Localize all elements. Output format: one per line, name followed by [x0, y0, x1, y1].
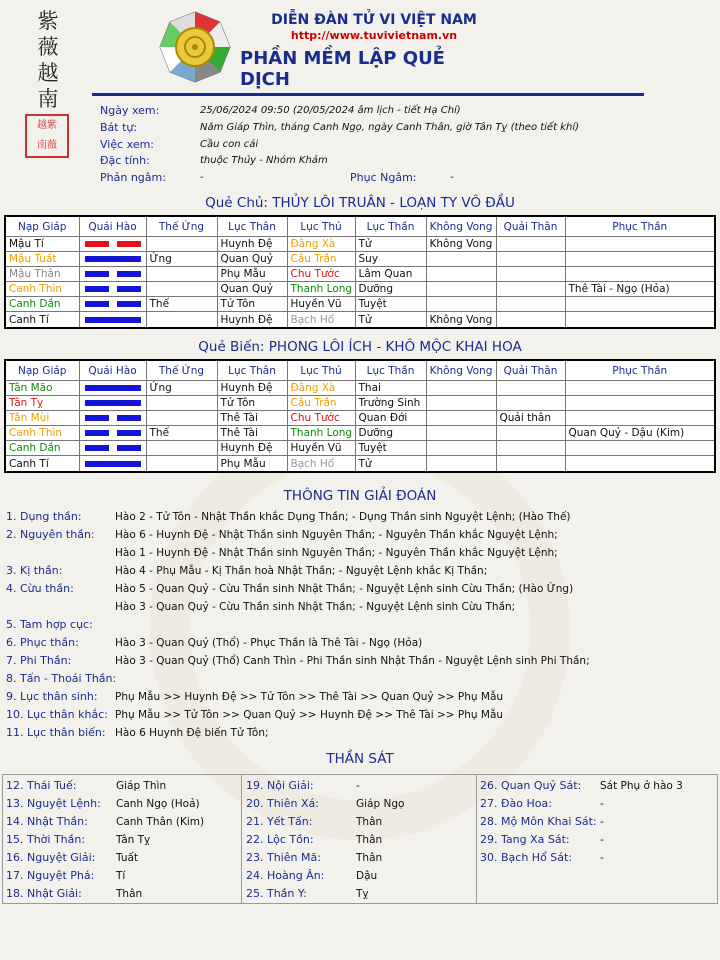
column-header: Thế Ứng	[146, 216, 217, 237]
giai-doan-label: 9. Lục thân sinh:	[6, 690, 98, 703]
giai-doan-label: 7. Phi Thần:	[6, 654, 72, 667]
hao-row	[5, 456, 715, 473]
ngay-xem-value: 25/06/2024 09:50 (20/05/2024 âm lịch - tiết Hạ Chí)	[200, 105, 461, 116]
quai-than-cell	[496, 282, 565, 297]
vertical-char: 薇	[37, 35, 59, 59]
que-chu-title: Quẻ Chủ: THỦY LÔI TRUÂN - LOẠN TY VÔ ĐẦU	[205, 195, 515, 211]
the-ung-cell	[146, 282, 217, 297]
truong-sinh-cell: Tuyệt	[355, 441, 426, 456]
khong-vong-cell	[426, 297, 496, 312]
luc-thu-cell: Câu Trần	[287, 252, 355, 267]
khong-vong-cell	[426, 252, 496, 267]
phuc-than-cell	[565, 312, 715, 329]
luc-than-cell: Tử Tôn	[217, 396, 287, 411]
than-sat-value: Thân	[356, 816, 383, 828]
hao-row	[5, 441, 715, 456]
giai-doan-label: 2. Nguyên thần:	[6, 528, 95, 541]
luc-than-cell: Thê Tài	[217, 426, 287, 441]
than-sat-value: Tỵ	[356, 888, 369, 900]
khong-vong-cell	[426, 411, 496, 426]
vertical-title	[36, 8, 60, 112]
giai-doan-label: 5. Tam hợp cục:	[6, 618, 93, 631]
luc-than-cell: Huynh Đệ	[217, 237, 287, 252]
column-header: Quải Thân	[496, 360, 565, 381]
nap-giap-cell: Canh Dần	[5, 297, 79, 312]
luc-thu-cell: Câu Trần	[287, 396, 355, 411]
hao-row	[5, 237, 715, 252]
truong-sinh-cell: Tử	[355, 237, 426, 252]
giai-doan-text: Hào 6 - Huynh Đệ - Nhật Thần sinh Nguyên Thần; - Nguyên Thần khắc Nguyệt Lệnh;	[115, 529, 558, 541]
giai-doan-text: Hào 1 - Huynh Đệ - Nhật Thần sinh Nguyên Thần; - Nguyên Thần khắc Nguyệt Lệnh;	[115, 547, 558, 559]
giai-doan-text: Hào 3 - Quan Quỷ - Cừu Thần sinh Nhật Thần; - Nguyệt Lệnh sinh Cừu Thần;	[115, 601, 516, 613]
truong-sinh-cell: Tử	[355, 456, 426, 473]
yin-line-icon	[85, 271, 141, 277]
nap-giap-cell: Canh Tí	[5, 456, 79, 473]
quai-than-cell	[496, 441, 565, 456]
quai-than-cell	[496, 396, 565, 411]
than-sat-label: 15. Thời Thần:	[6, 833, 86, 846]
than-sat-value: -	[600, 798, 604, 810]
yang-line-icon	[85, 461, 141, 467]
column-divider	[241, 775, 242, 903]
truong-sinh-cell: Tử	[355, 312, 426, 329]
phuc-than-cell	[565, 267, 715, 282]
giai-doan-text: Hào 5 - Quan Quỷ - Cừu Thần sinh Nhật Thần; - Nguyệt Lệnh sinh Cừu Thần; (Hào Ứng)	[115, 583, 574, 595]
giai-doan-title: THÔNG TIN GIẢI ĐOÁN	[283, 488, 437, 504]
giai-doan-label: 11. Lục thân biến:	[6, 726, 106, 739]
giai-doan-label: 1. Dụng thần:	[6, 510, 82, 523]
yin-line-icon	[85, 286, 141, 292]
bat-tu-value: Năm Giáp Thìn, tháng Canh Ngọ, ngày Canh Thân, giờ Tân Tỵ (theo tiết khí)	[200, 122, 579, 133]
quai-hao-cell	[79, 252, 146, 267]
quai-hao-cell	[79, 312, 146, 329]
phuc-than-cell	[565, 252, 715, 267]
hao-row	[5, 426, 715, 441]
column-header: Không Vong	[426, 360, 496, 381]
than-sat-label: 26. Quan Quỷ Sát:	[480, 779, 582, 792]
vertical-char: 南	[37, 87, 59, 111]
column-header: Lục Thú	[287, 360, 355, 381]
nap-giap-cell: Tân Mão	[5, 381, 79, 396]
phuc-ngam-value: -	[450, 172, 454, 183]
khong-vong-cell	[426, 426, 496, 441]
yang-line-icon	[85, 385, 141, 391]
forum-name: DIỄN ĐÀN TỬ VI VIỆT NAM	[271, 12, 477, 28]
truong-sinh-cell: Dưỡng	[355, 426, 426, 441]
than-sat-label: 23. Thiên Mã:	[246, 851, 321, 864]
khong-vong-cell: Không Vong	[426, 312, 496, 329]
than-sat-value: Thân	[356, 852, 383, 864]
dac-tinh-value: thuộc Thủy - Nhóm Khảm	[200, 155, 328, 166]
khong-vong-cell	[426, 396, 496, 411]
khong-vong-cell: Không Vong	[426, 237, 496, 252]
nap-giap-cell: Canh Thìn	[5, 282, 79, 297]
phuc-than-cell: Quan Quỷ - Dậu (Kim)	[565, 426, 715, 441]
phuc-ngam-label: Phục Ngâm:	[350, 171, 417, 184]
quai-hao-cell	[79, 396, 146, 411]
khong-vong-cell	[426, 456, 496, 473]
truong-sinh-cell: Dưỡng	[355, 282, 426, 297]
phan-ngam-label: Phản ngâm:	[100, 171, 166, 184]
giai-doan-label: 3. Kị thần:	[6, 564, 63, 577]
truong-sinh-cell: Thai	[355, 381, 426, 396]
phuc-than-cell	[565, 411, 715, 426]
column-header: Lục Thần	[355, 216, 426, 237]
the-ung-cell: Thế	[146, 426, 217, 441]
than-sat-label: 16. Nguyệt Giải:	[6, 851, 96, 864]
phuc-than-cell	[565, 456, 715, 473]
luc-thu-cell: Đằng Xà	[287, 237, 355, 252]
column-header: Quái Hào	[79, 360, 146, 381]
bagua-logo-icon	[158, 10, 232, 84]
luc-than-cell: Quan Quỷ	[217, 282, 287, 297]
column-header: Lục Thú	[287, 216, 355, 237]
column-header: Lục Thân	[217, 360, 287, 381]
column-header: Phục Thần	[565, 360, 715, 381]
phan-ngam-value: -	[200, 172, 204, 183]
giai-doan-label: 4. Cừu thần:	[6, 582, 74, 595]
than-sat-title: THẦN SÁT	[326, 751, 394, 767]
than-sat-label: 21. Yết Tấn:	[246, 815, 313, 828]
quai-than-cell	[496, 252, 565, 267]
than-sat-value: Thân	[116, 888, 143, 900]
the-ung-cell	[146, 396, 217, 411]
than-sat-value: Canh Ngọ (Hoả)	[116, 798, 200, 810]
than-sat-label: 24. Hoàng Ân:	[246, 869, 325, 882]
yin-line-icon	[85, 430, 141, 436]
the-ung-cell: Ứng	[146, 381, 217, 396]
table-header-row	[5, 216, 715, 237]
column-header: Quải Thân	[496, 216, 565, 237]
quai-than-cell	[496, 456, 565, 473]
nap-giap-cell: Mậu Thân	[5, 267, 79, 282]
giai-doan-text: Hào 3 - Quan Quỷ (Thổ) Canh Thìn - Phi Thần sinh Nhật Thần - Nguyệt Lệnh sinh Phi Thần;	[115, 655, 590, 667]
quai-hao-cell	[79, 411, 146, 426]
yin-line-icon	[85, 445, 141, 451]
than-sat-value: Canh Thân (Kim)	[116, 816, 205, 828]
khong-vong-cell	[426, 441, 496, 456]
than-sat-value: -	[356, 780, 360, 792]
than-sat-label: 28. Mộ Môn Khai Sát:	[480, 815, 597, 828]
truong-sinh-cell: Suy	[355, 252, 426, 267]
hao-row	[5, 282, 715, 297]
phuc-than-cell	[565, 381, 715, 396]
truong-sinh-cell: Tuyệt	[355, 297, 426, 312]
hao-row	[5, 312, 715, 329]
ngay-xem-label: Ngày xem:	[100, 104, 160, 117]
yin-line-icon	[85, 241, 141, 247]
quai-than-cell	[496, 381, 565, 396]
hao-row	[5, 411, 715, 426]
the-ung-cell: Ứng	[146, 252, 217, 267]
luc-thu-cell: Huyền Vũ	[287, 441, 355, 456]
phuc-than-cell	[565, 396, 715, 411]
quai-hao-cell	[79, 426, 146, 441]
giai-doan-text: Hào 2 - Tử Tôn - Nhật Thần khắc Dụng Thần; - Dụng Thần sinh Nguyệt Lệnh; (Hào Thế)	[115, 511, 571, 523]
luc-than-cell: Phụ Mẫu	[217, 456, 287, 473]
luc-thu-cell: Đằng Xà	[287, 381, 355, 396]
column-header: Không Vong	[426, 216, 496, 237]
yin-line-icon	[85, 301, 141, 307]
nap-giap-cell: Canh Dần	[5, 441, 79, 456]
giai-doan-label: 6. Phục thần:	[6, 636, 79, 649]
luc-thu-cell: Huyền Vũ	[287, 297, 355, 312]
viec-xem-label: Việc xem:	[100, 138, 155, 151]
quai-hao-cell	[79, 282, 146, 297]
quai-hao-cell	[79, 381, 146, 396]
hao-row	[5, 252, 715, 267]
than-sat-value: Thân	[356, 834, 383, 846]
phuc-than-cell: Thê Tài - Ngọ (Hỏa)	[565, 282, 715, 297]
vertical-char: 紫	[37, 9, 59, 33]
forum-url-link[interactable]: http://www.tuvivietnam.vn	[290, 29, 458, 42]
giai-doan-text: Phụ Mẫu >> Huynh Đệ >> Tử Tôn >> Thê Tài >> Quan Quỷ >> Phụ Mẫu	[115, 691, 504, 703]
than-sat-label: 25. Thần Y:	[246, 887, 307, 900]
column-header: Quái Hào	[79, 216, 146, 237]
quai-than-cell	[496, 312, 565, 329]
than-sat-label: 17. Nguyệt Phá:	[6, 869, 95, 882]
column-header: Nạp Giáp	[5, 216, 79, 237]
the-ung-cell	[146, 441, 217, 456]
column-divider	[476, 775, 477, 903]
than-sat-label: 19. Nội Giải:	[246, 779, 314, 792]
giai-doan-label: 8. Tấn - Thoái Thần:	[6, 672, 117, 685]
khong-vong-cell	[426, 282, 496, 297]
quai-hao-cell	[79, 267, 146, 282]
truong-sinh-cell: Lâm Quan	[355, 267, 426, 282]
hao-row	[5, 381, 715, 396]
yin-line-icon	[85, 415, 141, 421]
giai-doan-text: Hào 4 - Phụ Mẫu - Kị Thần hoà Nhật Thần; - Nguyệt Lệnh khắc Kị Thần;	[115, 565, 488, 577]
luc-thu-cell: Bạch Hổ	[287, 456, 355, 473]
yang-line-icon	[85, 256, 141, 262]
column-header: Phục Thần	[565, 216, 715, 237]
than-sat-value: -	[600, 852, 604, 864]
than-sat-value: -	[600, 816, 604, 828]
luc-than-cell: Huynh Đệ	[217, 312, 287, 329]
the-ung-cell	[146, 411, 217, 426]
luc-than-cell: Huynh Đệ	[217, 381, 287, 396]
hao-row	[5, 396, 715, 411]
nap-giap-cell: Tân Mùi	[5, 411, 79, 426]
app-title: PHẦN MỀM LẬP QUẺ DỊCH	[240, 48, 445, 90]
giai-doan-text: Phụ Mẫu >> Tử Tôn >> Quan Quỷ >> Huynh Đệ >> Thê Tài >> Phụ Mẫu	[115, 709, 504, 721]
phuc-than-cell	[565, 297, 715, 312]
luc-thu-cell: Bạch Hổ	[287, 312, 355, 329]
than-sat-label: 12. Thái Tuế:	[6, 779, 77, 792]
luc-than-cell: Huynh Đệ	[217, 441, 287, 456]
the-ung-cell	[146, 456, 217, 473]
luc-thu-cell: Thanh Long	[287, 282, 355, 297]
giai-doan-text: Hào 3 - Quan Quỷ (Thổ) - Phục Thần là Thê Tài - Ngọ (Hỏa)	[115, 637, 423, 649]
column-header: Nạp Giáp	[5, 360, 79, 381]
than-sat-label: 18. Nhật Giải:	[6, 887, 82, 900]
the-ung-cell	[146, 237, 217, 252]
khong-vong-cell	[426, 381, 496, 396]
bat-tu-label: Bát tự:	[100, 121, 138, 134]
giai-doan-label: 10. Lục thân khắc:	[6, 708, 108, 721]
que-bien-title: Quẻ Biến: PHONG LÔI ÍCH - KHÔ MỘC KHAI HOA	[198, 339, 522, 355]
than-sat-value: Giáp Ngọ	[356, 798, 405, 810]
luc-thu-cell: Thanh Long	[287, 426, 355, 441]
than-sat-label: 29. Tang Xa Sát:	[480, 833, 570, 846]
quai-hao-cell	[79, 237, 146, 252]
nap-giap-cell: Canh Thìn	[5, 426, 79, 441]
than-sat-label: 14. Nhật Thần:	[6, 815, 88, 828]
quai-hao-cell	[79, 441, 146, 456]
quai-hao-cell	[79, 456, 146, 473]
yang-line-icon	[85, 317, 141, 323]
than-sat-value: Sát Phụ ở hào 3	[600, 780, 683, 792]
quai-than-cell: Quải thân	[496, 411, 565, 426]
quai-hao-cell	[79, 297, 146, 312]
than-sat-value: Tí	[116, 870, 126, 882]
than-sat-value: Tuất	[116, 852, 139, 864]
khong-vong-cell	[426, 267, 496, 282]
column-header: Lục Thần	[355, 360, 426, 381]
the-ung-cell	[146, 312, 217, 329]
phuc-than-cell	[565, 441, 715, 456]
column-header: Lục Thân	[217, 216, 287, 237]
quai-than-cell	[496, 237, 565, 252]
nap-giap-cell: Canh Tí	[5, 312, 79, 329]
truong-sinh-cell: Quan Đới	[355, 411, 426, 426]
than-sat-table	[2, 774, 718, 904]
than-sat-label: 13. Nguyệt Lệnh:	[6, 797, 101, 810]
header-divider	[92, 93, 644, 96]
luc-than-cell: Quan Quỷ	[217, 252, 287, 267]
que-bien-table	[4, 359, 716, 473]
nap-giap-cell: Mậu Tuất	[5, 252, 79, 267]
luc-than-cell: Phụ Mẫu	[217, 267, 287, 282]
viec-xem-value: Cầu con cái	[200, 139, 259, 150]
than-sat-label: 30. Bạch Hổ Sát:	[480, 851, 573, 864]
than-sat-label: 22. Lộc Tồn:	[246, 833, 314, 846]
luc-than-cell: Tử Tôn	[217, 297, 287, 312]
truong-sinh-cell: Trường Sinh	[355, 396, 426, 411]
yang-line-icon	[85, 400, 141, 406]
vertical-char: 越	[37, 61, 59, 85]
table-header-row	[5, 360, 715, 381]
quai-than-cell	[496, 267, 565, 282]
the-ung-cell	[146, 267, 217, 282]
nap-giap-cell: Mậu Tí	[5, 237, 79, 252]
than-sat-value: Giáp Thìn	[116, 780, 167, 792]
nap-giap-cell: Tân Tỵ	[5, 396, 79, 411]
quai-than-cell	[496, 426, 565, 441]
than-sat-value: -	[600, 834, 604, 846]
phuc-than-cell	[565, 237, 715, 252]
hao-row	[5, 297, 715, 312]
column-header: Thế Ứng	[146, 360, 217, 381]
luc-than-cell: Thê Tài	[217, 411, 287, 426]
than-sat-label: 20. Thiên Xá:	[246, 797, 319, 810]
the-ung-cell: Thế	[146, 297, 217, 312]
hao-row	[5, 267, 715, 282]
dac-tinh-label: Đặc tính:	[100, 154, 150, 167]
que-chu-table	[4, 215, 716, 329]
red-seal: 越紫 南薇	[25, 114, 69, 158]
luc-thu-cell: Chu Tước	[287, 411, 355, 426]
luc-thu-cell: Chu Tước	[287, 267, 355, 282]
than-sat-value: Tân Tỵ	[116, 834, 151, 846]
quai-than-cell	[496, 297, 565, 312]
giai-doan-text: Hào 6 Huynh Đệ biến Tử Tôn;	[115, 727, 269, 739]
than-sat-value: Dậu	[356, 870, 378, 882]
than-sat-label: 27. Đào Hoa:	[480, 797, 552, 810]
